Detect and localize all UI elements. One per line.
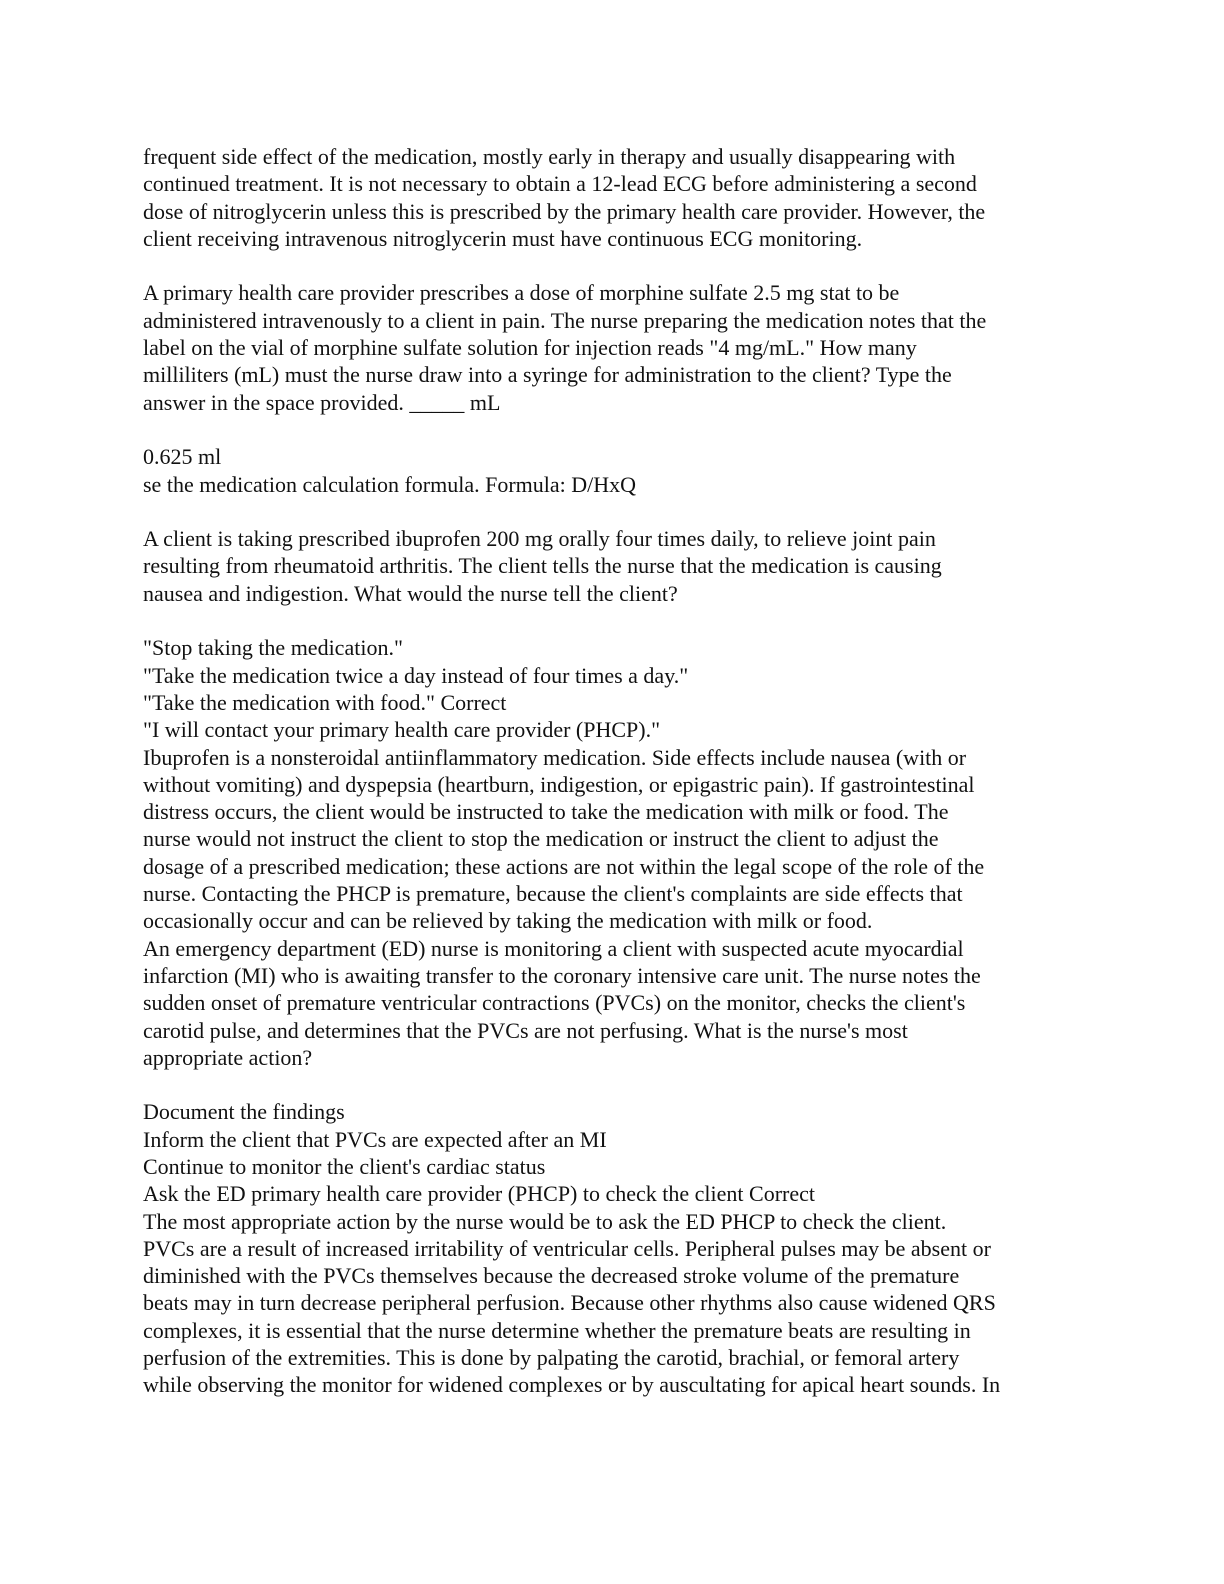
text-line: frequent side effect of the medication, mostly early in therapy and usually disappearing with: [143, 144, 956, 169]
text-line: label on the vial of morphine sulfate solution for injection reads "4 mg/mL." How many: [143, 335, 917, 361]
text-line: diminished with the PVCs themselves because the decreased stroke volume of the premature: [143, 1263, 960, 1289]
option-line: Ask the ED primary health care provider (PHCP) to check the client Correct: [143, 1181, 815, 1207]
text-line: dose of nitroglycerin unless this is prescribed by the primary health care provider. However, the: [143, 198, 986, 224]
option-line: "I will contact your primary health care provider (PHCP).": [143, 717, 661, 743]
paragraph-gap: [143, 416, 1083, 443]
text-line: nurse. Contacting the PHCP is premature, because the client's complaints are side effects that: [143, 881, 963, 907]
option-line: Document the findings: [143, 1099, 345, 1125]
text-line: nurse would not instruct the client to stop the medication or instruct the client to adjust the: [143, 826, 939, 852]
text-line: resulting from rheumatoid arthritis. The client tells the nurse that the medication is causing: [143, 553, 942, 579]
text-line: A primary health care provider prescribes a dose of morphine sulfate 2.5 mg stat to be: [143, 280, 900, 306]
text-line: appropriate action?: [143, 1044, 313, 1070]
text-line: A client is taking prescribed ibuprofen 200 mg orally four times daily, to relieve joint pain: [143, 526, 936, 552]
text-line: Ibuprofen is a nonsteroidal antiinflammatory medication. Side effects include nausea (with or: [143, 744, 967, 770]
text-line: complexes, it is essential that the nurse determine whether the premature beats are resulting in: [143, 1317, 971, 1343]
option-line: "Take the medication with food." Correct: [143, 689, 507, 715]
text-line: infarction (MI) who is awaiting transfer to the coronary intensive care unit. The nurse notes the: [143, 962, 981, 988]
text-line: The most appropriate action by the nurse would be to ask the ED PHCP to check the client.: [143, 1208, 947, 1234]
paragraph-gap: [143, 1071, 1083, 1098]
text-line: nausea and indigestion. What would the nurse tell the client?: [143, 580, 678, 606]
text-line: se the medication calculation formula. Formula: D/HxQ: [143, 471, 637, 497]
text-line: carotid pulse, and determines that the PVCs are not perfusing. What is the nurse's most: [143, 1017, 908, 1043]
text-line: An emergency department (ED) nurse is monitoring a client with suspected acute myocardial: [143, 935, 964, 961]
text-line: administered intravenously to a client in pain. The nurse preparing the medication notes that the: [143, 307, 987, 333]
paragraph-gap: [143, 498, 1083, 525]
option-line: "Take the medication twice a day instead of four times a day.": [143, 662, 689, 688]
text-line: distress occurs, the client would be instructed to take the medication with milk or food. The: [143, 799, 949, 825]
text-line: beats may in turn decrease peripheral perfusion. Because other rhythms also cause widened QRS: [143, 1290, 996, 1316]
text-line: PVCs are a result of increased irritability of ventricular cells. Peripheral pulses may be absent or: [143, 1235, 991, 1261]
text-line: perfusion of the extremities. This is done by palpating the carotid, brachial, or femoral artery: [143, 1345, 960, 1371]
paragraph-gap: [143, 252, 1083, 279]
option-line: "Stop taking the medication.": [143, 635, 403, 661]
text-line: continued treatment. It is not necessary to obtain a 12-lead ECG before administering a second: [143, 171, 977, 197]
text-line: dosage of a prescribed medication; these actions are not within the legal scope of the role of the: [143, 853, 985, 879]
text-line: occasionally occur and can be relieved by taking the medication with milk or food.: [143, 908, 873, 934]
option-line: Continue to monitor the client's cardiac status: [143, 1153, 546, 1179]
text-line: milliliters (mL) must the nurse draw into a syringe for administration to the client? Type the: [143, 362, 952, 388]
text-line: sudden onset of premature ventricular contractions (PVCs) on the monitor, checks the client's: [143, 990, 966, 1016]
answer-line: 0.625 ml: [143, 444, 222, 470]
option-line: Inform the client that PVCs are expected after an MI: [143, 1126, 607, 1152]
paragraph-gap: [143, 607, 1083, 634]
text-line: without vomiting) and dyspepsia (heartburn, indigestion, or epigastric pain). If gastrointestinal: [143, 771, 975, 797]
text-line: client receiving intravenous nitroglycerin must have continuous ECG monitoring.: [143, 225, 863, 251]
text-line: while observing the monitor for widened complexes or by auscultating for apical heart sounds. In: [143, 1372, 1001, 1398]
text-line: answer in the space provided. _____ mL: [143, 389, 501, 415]
document-page: [143, 143, 1083, 1399]
